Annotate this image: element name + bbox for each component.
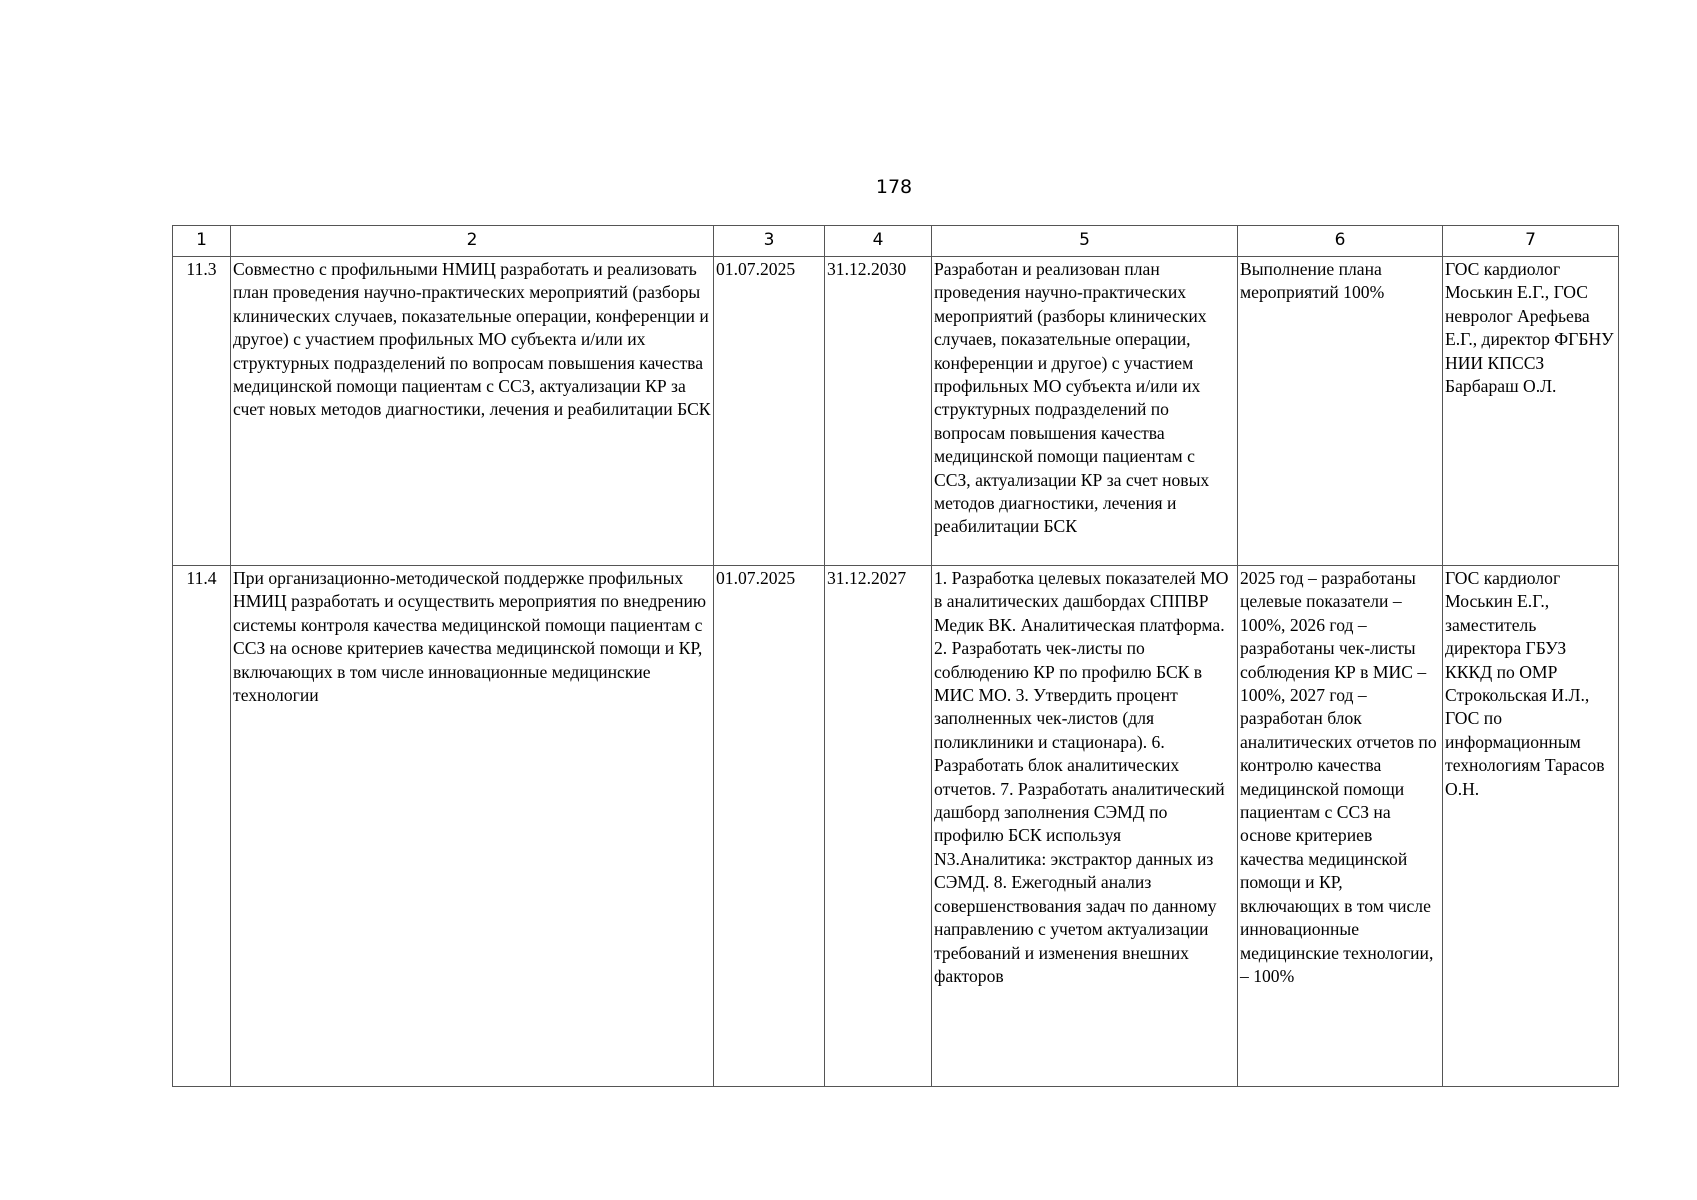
- indicator-cell: 2025 год – разработаны целевые показатели – 100%, 2026 год – разработаны чек-листы соблюдения КР в МИС – 100%, 2027 год – разработан блок аналитических отчетов по контролю качества медицинской помощи пациентам с ССЗ на основе критериев качества медицинской помощи и КР, включающих в том числе инновационные медицинские технологии, – 100%: [1238, 566, 1443, 1087]
- indicator-cell: Выполнение плана мероприятий 100%: [1238, 257, 1443, 566]
- header-col-7: 7: [1443, 226, 1619, 257]
- result-cell: 1. Разработка целевых показателей МО в аналитических дашбордах СППВР Медик ВК. Аналитическая платформа. 2. Разработать чек-листы по соблюдению КР по профилю БСК в МИС МО. 3. Утвердить процент заполненных чек-листов (для поликлиники и стационара). 6. Разработать блок аналитических отчетов. 7. Разработать аналитический дашборд заполнения СЭМД по профилю БСК используя N3.Аналитика: экстрактор данных из СЭМД. 8. Ежегодный анализ совершенствования задач по данному направлению с учетом актуализации требований и изменения внешних факторов: [932, 566, 1238, 1087]
- task-cell: При организационно-методической поддержке профильных НМИЦ разработать и осуществить мероприятия по внедрению системы контроля качества медицинской помощи пациентам с ССЗ на основе критериев качества медицинской помощи и КР, включающих в том числе инновационные медицинские технологии: [231, 566, 714, 1087]
- result-cell: Разработан и реализован план проведения научно-практических мероприятий (разборы клинических случаев, показательные операции, конференции и другое) с участием профильных МО субъекта и/или их структурных подразделений по вопросам повышения качества медицинской помощи пациентам с ССЗ, актуализации КР за счет новых методов диагностики, лечения и реабилитации БСК: [932, 257, 1238, 566]
- table-row: [173, 566, 1619, 1087]
- start-date-cell: 01.07.2025: [714, 257, 825, 566]
- row-number: 11.3: [173, 257, 231, 566]
- header-row: [173, 226, 1619, 257]
- end-date-cell: 31.12.2030: [825, 257, 932, 566]
- start-date-cell: 01.07.2025: [714, 566, 825, 1087]
- task-cell: Совместно с профильными НМИЦ разработать и реализовать план проведения научно-практических мероприятий (разборы клинических случаев, показательные операции, конференции и другое) с участием профильных МО субъекта и/или их структурных подразделений по вопросам повышения качества медицинской помощи пациентам с ССЗ, актуализации КР за счет новых методов диагностики, лечения и реабилитации БСК: [231, 257, 714, 566]
- header-col-5: 5: [932, 226, 1238, 257]
- header-col-4: 4: [825, 226, 932, 257]
- responsible-cell: ГОС кардиолог Моськин Е.Г., ГОС невролог Арефьева Е.Г., директор ФГБНУ НИИ КПССЗ Барбараш О.Л.: [1443, 257, 1619, 566]
- header-col-2: 2: [231, 226, 714, 257]
- end-date-cell: 31.12.2027: [825, 566, 932, 1087]
- header-col-6: 6: [1238, 226, 1443, 257]
- header-col-1: 1: [173, 226, 231, 257]
- table-row: [173, 257, 1619, 566]
- row-number: 11.4: [173, 566, 231, 1087]
- plan-table: [172, 225, 1619, 1087]
- page-number: 178: [875, 176, 913, 198]
- header-col-3: 3: [714, 226, 825, 257]
- responsible-cell: ГОС кардиолог Моськин Е.Г., заместитель директора ГБУЗ КККД по ОМР Строкольская И.Л., ГОС по информационным технологиям Тарасов О.Н.: [1443, 566, 1619, 1087]
